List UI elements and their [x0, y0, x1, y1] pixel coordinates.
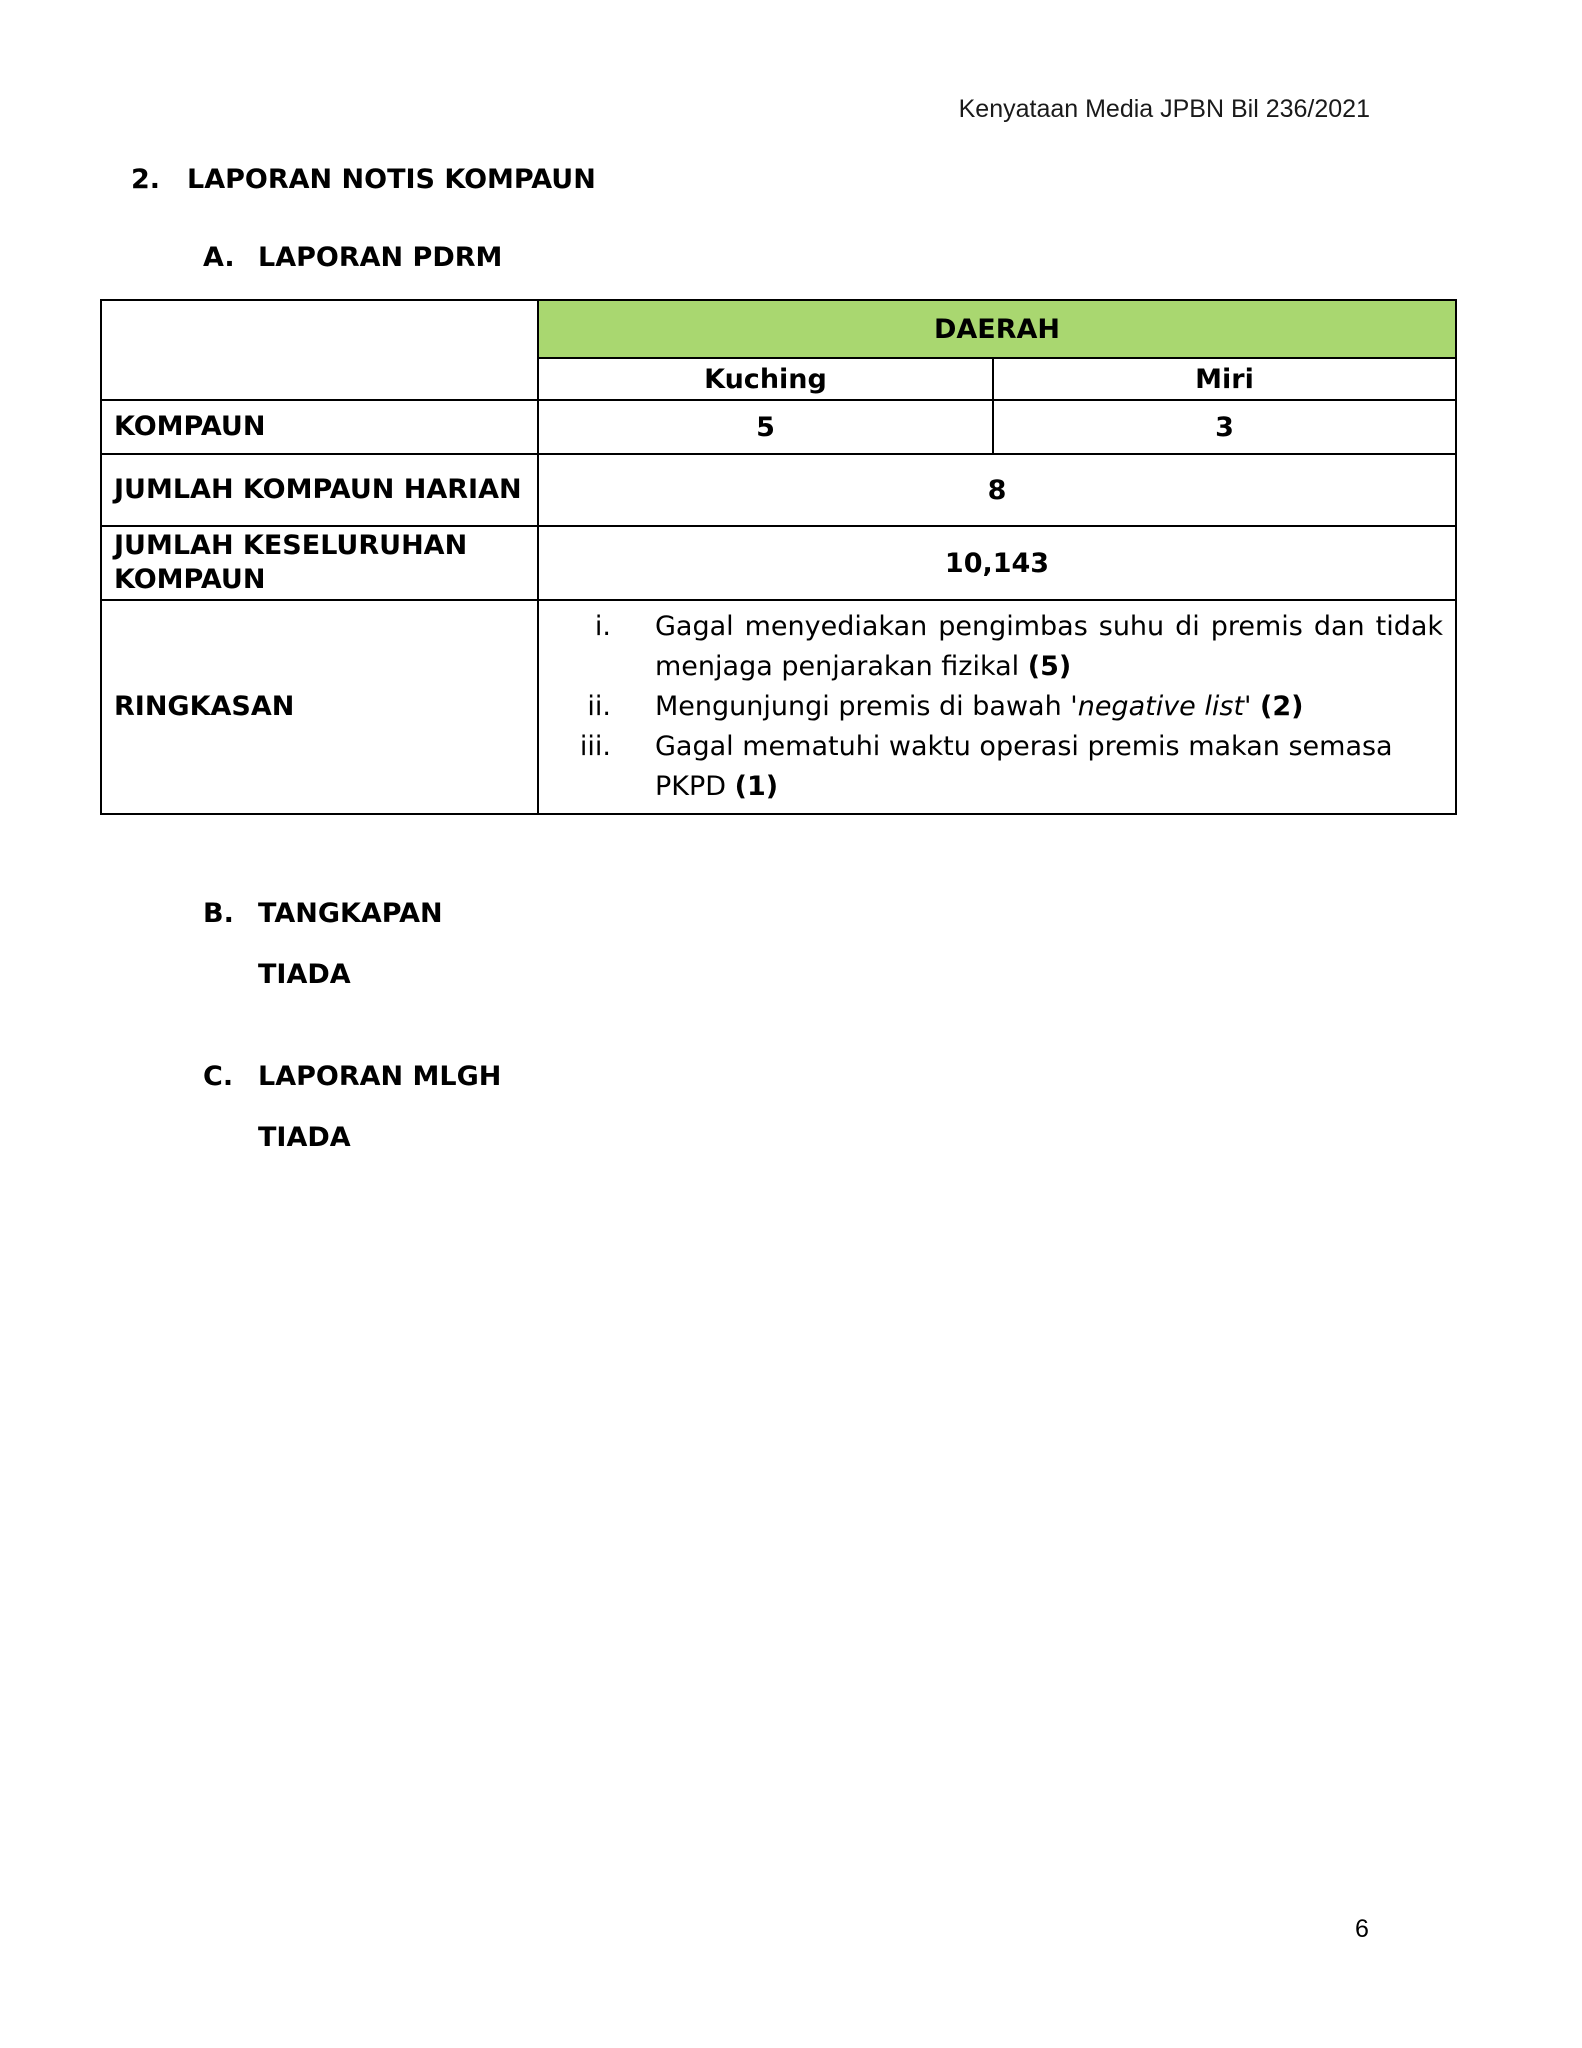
district-kuching: Kuching	[538, 358, 993, 400]
daily-total-row	[101, 454, 1456, 526]
overall-total-row	[101, 526, 1456, 600]
part-b-heading	[203, 898, 443, 929]
summary-item-count: (1)	[734, 771, 779, 802]
page-number: 6	[1355, 1915, 1369, 1943]
summary-item-numeral: ii.	[587, 691, 611, 722]
summary-item-count: (5)	[1027, 651, 1072, 682]
summary-item	[551, 727, 1443, 807]
table-header-row	[101, 300, 1456, 358]
part-c-heading	[203, 1061, 501, 1092]
summary-item-numeral: i.	[594, 611, 611, 642]
kompaun-row	[101, 400, 1456, 454]
daerah-header: DAERAH	[538, 300, 1456, 358]
daily-total-label: JUMLAH KOMPAUN HARIAN	[101, 454, 538, 526]
summary-item-text	[655, 687, 1443, 727]
summary-label: RINGKASAN	[101, 600, 538, 814]
summary-item-numeral: iii.	[579, 731, 611, 762]
part-a-title: LAPORAN PDRM	[258, 242, 503, 273]
overall-total-value: 10,143	[538, 526, 1456, 600]
section-heading	[131, 164, 596, 195]
part-c-title: LAPORAN MLGH	[258, 1061, 502, 1092]
summary-item-description: Gagal mematuhi waktu operasi premis makan semasa PKPD	[655, 731, 1393, 802]
summary-item-text	[655, 727, 1443, 807]
section-number: 2.	[131, 164, 161, 195]
kompaun-miri-value: 3	[993, 400, 1456, 454]
part-b-title: TANGKAPAN	[258, 898, 443, 929]
summary-item-text	[655, 607, 1443, 687]
summary-item-description: Gagal menyediakan pengimbas suhu di premis dan tidak menjaga penjarakan fizikal	[655, 611, 1444, 682]
summary-item	[551, 607, 1443, 687]
part-c-value: TIADA	[258, 1122, 351, 1153]
summary-item-count: (2)	[1260, 691, 1304, 722]
district-miri: Miri	[993, 358, 1456, 400]
summary-list	[551, 607, 1443, 807]
summary-row	[101, 600, 1456, 814]
part-b-value: TIADA	[258, 959, 351, 990]
compound-report-table	[100, 299, 1457, 815]
summary-item-emphasis: 'negative list'	[1070, 691, 1252, 722]
blank-corner-cell	[101, 300, 538, 400]
daily-total-value: 8	[538, 454, 1456, 526]
section-title: LAPORAN NOTIS KOMPAUN	[187, 164, 596, 195]
summary-item-description: Mengunjungi premis di bawah	[655, 691, 1062, 722]
document-reference: Kenyataan Media JPBN Bil 236/2021	[958, 95, 1370, 123]
part-b-letter: B.	[203, 898, 234, 929]
part-a-heading	[203, 242, 502, 273]
overall-total-label: JUMLAH KESELURUHAN KOMPAUN	[101, 526, 538, 600]
summary-item	[551, 687, 1443, 727]
part-c-letter: C.	[203, 1061, 234, 1092]
kompaun-kuching-value: 5	[538, 400, 993, 454]
kompaun-label: KOMPAUN	[101, 400, 538, 454]
part-a-letter: A.	[203, 242, 235, 273]
summary-cell	[538, 600, 1456, 814]
